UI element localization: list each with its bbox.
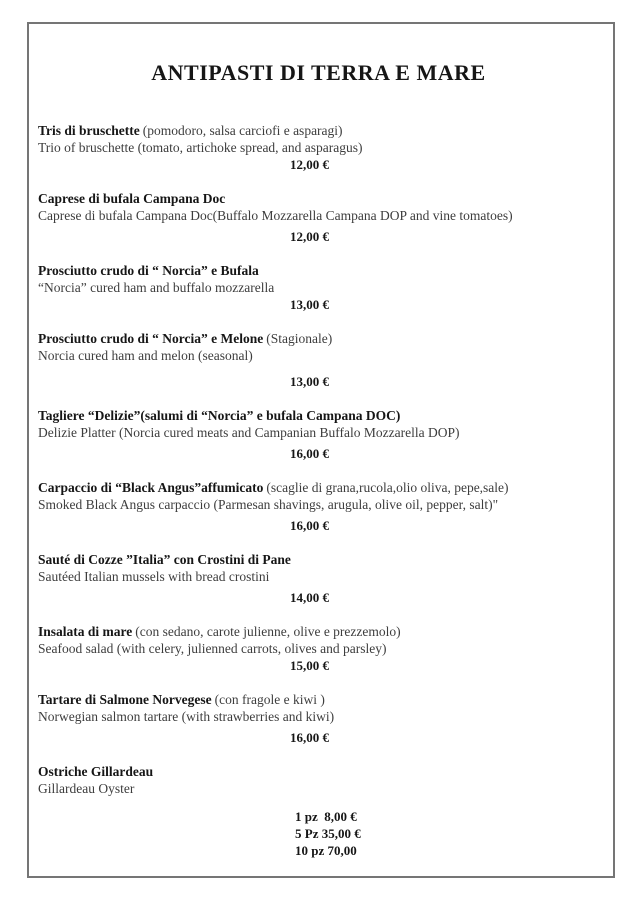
menu-item-caprese xyxy=(38,190,599,245)
item-note: (pomodoro, salsa carciofi e asparagi) xyxy=(142,123,343,138)
item-description: Gillardeau Oyster xyxy=(38,781,135,796)
item-price: 12,00 € xyxy=(290,157,329,172)
item-name-line xyxy=(38,551,599,568)
menu-item-tagliere-delizie xyxy=(38,407,599,462)
oyster-price-1pz: 1 pz 8,00 € xyxy=(295,809,357,824)
item-description: Norcia cured ham and melon (seasonal) xyxy=(38,348,253,363)
item-name: Insalata di mare xyxy=(38,624,133,639)
item-price: 13,00 € xyxy=(290,297,329,312)
menu-item-ostriche-gillardeau xyxy=(38,763,599,859)
item-price: 15,00 € xyxy=(290,658,329,673)
item-price: 12,00 € xyxy=(290,229,329,244)
oyster-price-5pz: 5 Pz 35,00 € xyxy=(295,826,361,841)
item-name: Caprese di bufala Campana Doc xyxy=(38,191,226,206)
item-note: (Stagionale) xyxy=(266,331,333,346)
item-description: Sautéed Italian mussels with bread crostini xyxy=(38,569,270,584)
menu-item-saute-di-cozze xyxy=(38,551,599,606)
item-price: 16,00 € xyxy=(290,518,329,533)
page-border xyxy=(27,22,615,878)
item-price: 16,00 € xyxy=(290,446,329,461)
oyster-price-10pz: 10 pz 70,00 xyxy=(295,843,357,858)
item-name-line xyxy=(38,122,599,139)
item-price: 16,00 € xyxy=(290,730,329,745)
oyster-price-list xyxy=(295,808,599,859)
item-name: Sauté di Cozze ”Italia” con Crostini di Pane xyxy=(38,552,291,567)
item-name: Carpaccio di “Black Angus”affumicato xyxy=(38,480,264,495)
page-title: ANTIPASTI DI TERRA E MARE xyxy=(151,60,486,85)
item-description: “Norcia” cured ham and buffalo mozzarella xyxy=(38,280,275,295)
item-name-line xyxy=(38,479,599,496)
menu-item-prosciutto-bufala xyxy=(38,262,599,313)
item-name-line xyxy=(38,190,599,207)
item-name: Ostriche Gillardeau xyxy=(38,764,154,779)
menu-page xyxy=(29,24,613,859)
item-note: (scaglie di grana,rucola,olio oliva, pepe,sale) xyxy=(266,480,509,495)
menu-item-tris-di-bruschette xyxy=(38,122,599,173)
item-name: Tartare di Salmone Norvegese xyxy=(38,692,212,707)
item-description: Delizie Platter (Norcia cured meats and Campanian Buffalo Mozzarella DOP) xyxy=(38,425,460,440)
item-note: (con sedano, carote julienne, olive e prezzemolo) xyxy=(135,624,401,639)
item-name-line xyxy=(38,262,599,279)
menu-item-insalata-di-mare xyxy=(38,623,599,674)
menu-item-tartare-di-salmone xyxy=(38,691,599,746)
item-price: 14,00 € xyxy=(290,590,329,605)
item-name-line xyxy=(38,407,599,424)
menu-item-carpaccio-black-angus xyxy=(38,479,599,534)
item-name-line xyxy=(38,330,599,347)
item-note: (con fragole e kiwi ) xyxy=(214,692,325,707)
item-price: 13,00 € xyxy=(290,374,329,389)
item-name: Tagliere “Delizie”(salumi di “Norcia” e bufala Campana DOC) xyxy=(38,408,401,423)
item-name-line xyxy=(38,763,599,780)
item-name: Tris di bruschette xyxy=(38,123,140,138)
item-name: Prosciutto crudo di “ Norcia” e Bufala xyxy=(38,263,259,278)
item-name-line xyxy=(38,623,599,640)
item-description: Norwegian salmon tartare (with strawberries and kiwi) xyxy=(38,709,335,724)
item-name: Prosciutto crudo di “ Norcia” e Melone xyxy=(38,331,264,346)
item-description: Trio of bruschette (tomato, artichoke spread, and asparagus) xyxy=(38,140,363,155)
item-name-line xyxy=(38,691,599,708)
item-description: Caprese di bufala Campana Doc(Buffalo Mozzarella Campana DOP and vine tomatoes) xyxy=(38,208,513,223)
item-description: Seafood salad (with celery, julienned carrots, olives and parsley) xyxy=(38,641,387,656)
menu-item-prosciutto-melone xyxy=(38,330,599,390)
item-description: Smoked Black Angus carpaccio (Parmesan shavings, arugula, olive oil, pepper, salt)" xyxy=(38,497,499,512)
